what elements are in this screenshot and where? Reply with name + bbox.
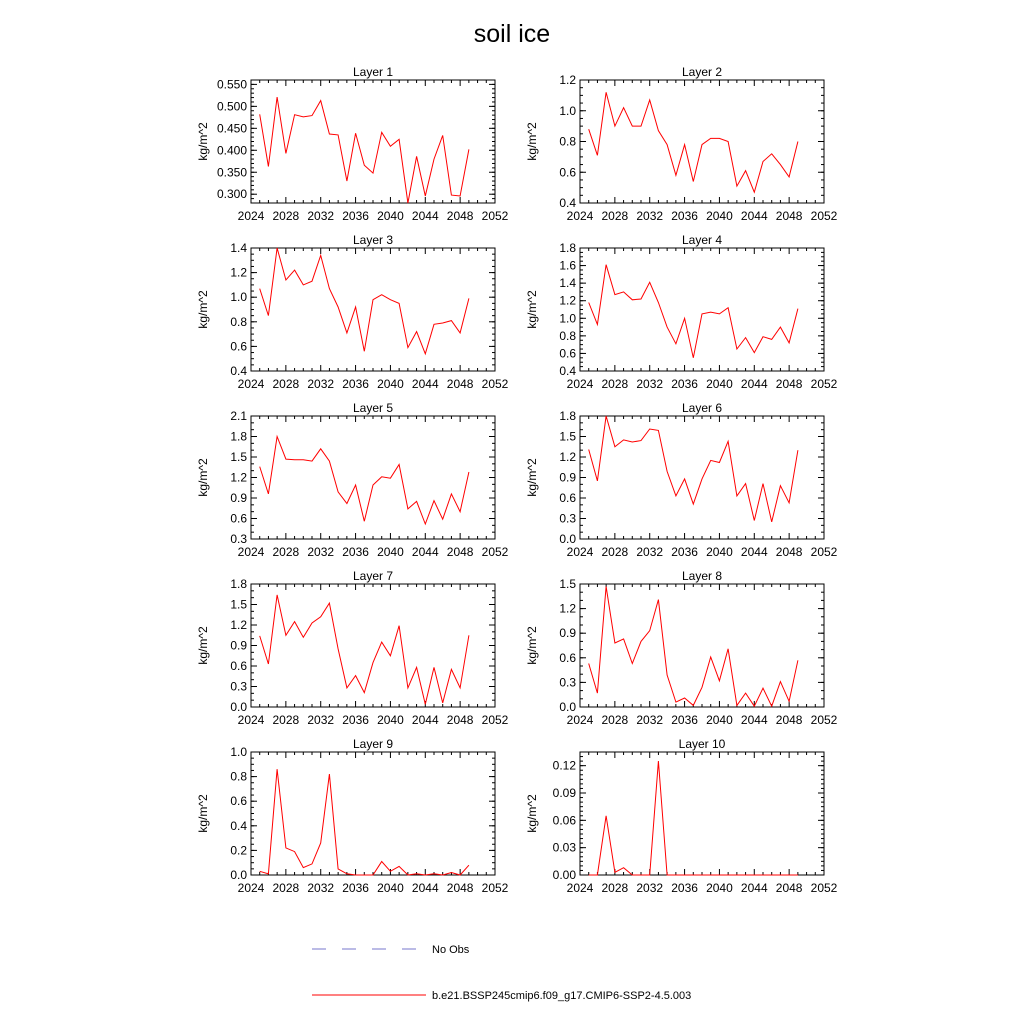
x-tick-label: 2048 [775, 377, 803, 391]
x-tick-label: 2052 [481, 377, 509, 391]
x-tick-label: 2044 [740, 377, 768, 391]
y-tick-label: 0.4 [559, 196, 576, 210]
y-tick-label: 1.8 [559, 241, 576, 255]
x-tick-label: 2044 [411, 209, 439, 223]
x-tick-label: 2048 [446, 209, 474, 223]
y-tick-label: 0.9 [230, 491, 247, 505]
x-tick-label: 2028 [272, 209, 300, 223]
x-tick-label: 2028 [272, 377, 300, 391]
x-tick-label: 2036 [342, 881, 369, 895]
x-tick-label: 2044 [411, 713, 439, 727]
y-tick-label: 0.9 [559, 470, 576, 485]
x-tick-label: 2024 [237, 209, 265, 223]
plot-frame [580, 416, 824, 539]
x-tick-label: 2036 [342, 545, 369, 559]
x-tick-label: 2028 [601, 377, 629, 391]
x-tick-label: 2044 [740, 881, 768, 895]
x-tick-label: 2048 [775, 713, 803, 727]
x-tick-label: 2024 [566, 209, 594, 223]
x-tick-label: 2052 [481, 545, 509, 559]
figure-title: soil ice [473, 20, 551, 48]
x-tick-label: 2040 [706, 545, 733, 559]
x-tick-label: 2048 [446, 881, 474, 895]
x-tick-label: 2040 [377, 377, 404, 391]
y-tick-label: 0.8 [230, 314, 247, 329]
y-tick-label: 1.2 [559, 73, 576, 87]
y-tick-label: 1.2 [559, 601, 576, 616]
y-tick-label: 0.00 [552, 868, 576, 882]
y-tick-label: 0.8 [559, 328, 576, 343]
x-tick-label: 2032 [307, 545, 335, 559]
y-axis-label: kg/m^2 [525, 794, 539, 833]
plot-frame [251, 416, 495, 539]
x-tick-label: 2032 [636, 881, 664, 895]
x-tick-label: 2036 [342, 377, 369, 391]
y-axis-label: kg/m^2 [196, 626, 210, 665]
x-tick-label: 2040 [377, 209, 404, 223]
x-tick-label: 2036 [671, 713, 698, 727]
x-tick-label: 2052 [481, 881, 509, 895]
x-tick-label: 2028 [272, 545, 300, 559]
y-tick-label: 1.5 [559, 429, 576, 444]
x-tick-label: 2044 [411, 545, 439, 559]
y-tick-label: 1.2 [559, 450, 576, 464]
plot-frame [251, 248, 495, 371]
y-tick-label: 0.3 [559, 675, 576, 690]
panel-title: Layer 8 [681, 569, 723, 583]
x-tick-label: 2024 [237, 545, 265, 559]
x-tick-label: 2052 [481, 713, 509, 727]
y-tick-label: 0.0 [559, 700, 576, 714]
y-tick-label: 0.03 [552, 840, 576, 855]
x-tick-label: 2036 [671, 377, 698, 391]
panel-7 [196, 569, 509, 727]
x-tick-label: 2036 [342, 209, 369, 223]
legend-obs-label: No Obs [432, 944, 470, 956]
x-tick-label: 2032 [636, 713, 664, 727]
y-tick-label: 0.6 [230, 794, 247, 809]
series-line [589, 416, 798, 522]
panel-title: Layer 7 [352, 569, 394, 583]
y-tick-label: 1.4 [230, 241, 247, 255]
plot-frame [251, 584, 495, 707]
x-tick-label: 2044 [740, 713, 768, 727]
y-tick-label: 0.6 [230, 339, 247, 354]
y-tick-label: 1.5 [559, 577, 576, 591]
x-tick-label: 2024 [566, 881, 594, 895]
x-tick-label: 2036 [671, 209, 698, 223]
x-tick-label: 2040 [706, 881, 733, 895]
y-tick-label: 2.1 [230, 409, 247, 423]
panel-3 [196, 233, 509, 391]
y-tick-label: 1.8 [559, 409, 576, 423]
panel-title: Layer 1 [352, 65, 394, 79]
plot-frame [251, 752, 495, 875]
series-line [260, 769, 469, 875]
x-tick-label: 2052 [810, 713, 838, 727]
y-tick-label: 0.6 [559, 346, 576, 361]
y-tick-label: 0.3 [559, 511, 576, 526]
y-tick-label: 1.0 [230, 290, 247, 305]
x-tick-label: 2040 [377, 881, 404, 895]
panel-8 [525, 569, 838, 727]
x-tick-label: 2024 [566, 545, 594, 559]
plot-frame [580, 80, 824, 203]
y-tick-label: 0.550 [216, 77, 247, 92]
y-tick-label: 0.0 [230, 868, 247, 882]
x-tick-label: 2052 [810, 209, 838, 223]
x-tick-label: 2028 [601, 881, 629, 895]
y-tick-label: 0.06 [552, 813, 576, 828]
x-tick-label: 2040 [706, 209, 733, 223]
x-tick-label: 2040 [377, 713, 404, 727]
x-tick-label: 2044 [740, 209, 768, 223]
panel-title: Layer 9 [352, 737, 394, 751]
y-tick-label: 0.12 [552, 758, 576, 773]
y-tick-label: 1.6 [559, 258, 576, 273]
y-axis-label: kg/m^2 [196, 794, 210, 833]
y-tick-label: 1.2 [230, 618, 247, 632]
y-axis-label: kg/m^2 [196, 122, 210, 161]
panels-group [196, 65, 838, 895]
x-tick-label: 2028 [272, 881, 300, 895]
y-tick-label: 0.450 [216, 121, 247, 136]
y-axis-label: kg/m^2 [525, 458, 539, 497]
x-tick-label: 2024 [237, 377, 265, 391]
panel-4 [525, 233, 838, 391]
x-tick-label: 2024 [237, 881, 265, 895]
x-tick-label: 2040 [706, 713, 733, 727]
y-tick-label: 1.0 [559, 311, 576, 326]
y-tick-label: 0.9 [230, 638, 247, 653]
x-tick-label: 2028 [272, 713, 300, 727]
y-axis-label: kg/m^2 [525, 122, 539, 161]
y-axis-label: kg/m^2 [196, 458, 210, 497]
series-line [589, 92, 798, 192]
y-tick-label: 1.2 [230, 265, 247, 280]
x-tick-label: 2036 [342, 713, 369, 727]
x-tick-label: 2048 [446, 545, 474, 559]
y-tick-label: 0.6 [230, 511, 247, 526]
x-tick-label: 2024 [566, 377, 594, 391]
legend [312, 944, 691, 1002]
series-line [589, 761, 798, 875]
y-tick-label: 0.4 [559, 364, 576, 378]
y-tick-label: 1.2 [559, 293, 576, 308]
plot-frame [580, 752, 824, 875]
y-tick-label: 0.300 [216, 187, 247, 202]
y-axis-label: kg/m^2 [525, 626, 539, 665]
y-tick-label: 0.0 [230, 700, 247, 714]
y-tick-label: 0.4 [230, 818, 247, 833]
y-tick-label: 1.4 [559, 276, 576, 291]
y-axis-label: kg/m^2 [525, 290, 539, 329]
panel-title: Layer 10 [678, 737, 726, 751]
y-tick-label: 0.500 [216, 99, 247, 114]
series-line [260, 248, 469, 354]
y-tick-label: 0.350 [216, 165, 247, 180]
y-tick-label: 1.0 [230, 745, 247, 759]
y-tick-label: 0.3 [230, 679, 247, 694]
x-tick-label: 2048 [775, 545, 803, 559]
x-tick-label: 2036 [671, 881, 698, 895]
y-tick-label: 1.2 [230, 470, 247, 485]
x-tick-label: 2024 [237, 713, 265, 727]
panel-title: Layer 6 [681, 401, 723, 415]
x-tick-label: 2024 [566, 713, 594, 727]
y-tick-label: 0.0 [559, 532, 576, 546]
plot-frame [580, 584, 824, 707]
x-tick-label: 2052 [810, 545, 838, 559]
plot-frame [580, 248, 824, 371]
panel-6 [525, 401, 838, 559]
x-tick-label: 2032 [307, 209, 335, 223]
x-tick-label: 2032 [307, 881, 335, 895]
x-tick-label: 2052 [810, 881, 838, 895]
y-tick-label: 0.6 [559, 650, 576, 665]
y-tick-label: 1.5 [230, 597, 247, 612]
x-tick-label: 2028 [601, 209, 629, 223]
x-tick-label: 2044 [411, 881, 439, 895]
x-tick-label: 2032 [636, 377, 664, 391]
x-tick-label: 2052 [481, 209, 509, 223]
panel-1 [196, 65, 509, 223]
x-tick-label: 2028 [601, 713, 629, 727]
series-line [260, 437, 469, 525]
y-tick-label: 1.5 [230, 450, 247, 464]
y-tick-label: 1.8 [230, 577, 247, 591]
x-tick-label: 2044 [411, 377, 439, 391]
panel-title: Layer 3 [352, 233, 394, 247]
plot-frame [251, 80, 495, 203]
y-tick-label: 0.6 [230, 659, 247, 673]
series-line [260, 97, 469, 203]
y-tick-label: 0.6 [559, 491, 576, 505]
y-tick-label: 0.4 [230, 364, 247, 378]
x-tick-label: 2032 [307, 713, 335, 727]
y-tick-label: 1.8 [230, 429, 247, 444]
series-line [260, 595, 469, 704]
y-tick-label: 0.6 [559, 165, 576, 180]
y-tick-label: 1.0 [559, 103, 576, 118]
y-tick-label: 0.2 [230, 843, 247, 858]
x-tick-label: 2036 [671, 545, 698, 559]
x-tick-label: 2032 [307, 377, 335, 391]
x-tick-label: 2048 [775, 209, 803, 223]
series-line [589, 587, 798, 707]
x-tick-label: 2052 [810, 377, 838, 391]
panel-title: Layer 2 [681, 65, 723, 79]
panel-5 [196, 401, 509, 559]
x-tick-label: 2048 [446, 713, 474, 727]
x-tick-label: 2040 [377, 545, 404, 559]
series-line [589, 265, 798, 358]
x-tick-label: 2032 [636, 545, 664, 559]
y-tick-label: 0.09 [552, 786, 576, 800]
panel-10 [525, 737, 838, 895]
x-tick-label: 2040 [706, 377, 733, 391]
panel-2 [525, 65, 838, 223]
y-tick-label: 0.8 [230, 769, 247, 784]
panel-9 [196, 737, 509, 895]
panel-title: Layer 5 [352, 401, 394, 415]
y-tick-label: 0.3 [230, 532, 247, 546]
legend-model-label: b.e21.BSSP245cmip6.f09_g17.CMIP6-SSP2-4.5.003 [432, 990, 692, 1002]
x-tick-label: 2048 [775, 881, 803, 895]
x-tick-label: 2044 [740, 545, 768, 559]
x-tick-label: 2028 [601, 545, 629, 559]
x-tick-label: 2032 [636, 209, 664, 223]
y-tick-label: 0.400 [216, 143, 247, 158]
y-tick-label: 0.9 [559, 626, 576, 641]
panel-title: Layer 4 [681, 233, 723, 247]
x-tick-label: 2048 [446, 377, 474, 391]
y-axis-label: kg/m^2 [196, 290, 210, 329]
y-tick-label: 0.8 [559, 134, 576, 149]
